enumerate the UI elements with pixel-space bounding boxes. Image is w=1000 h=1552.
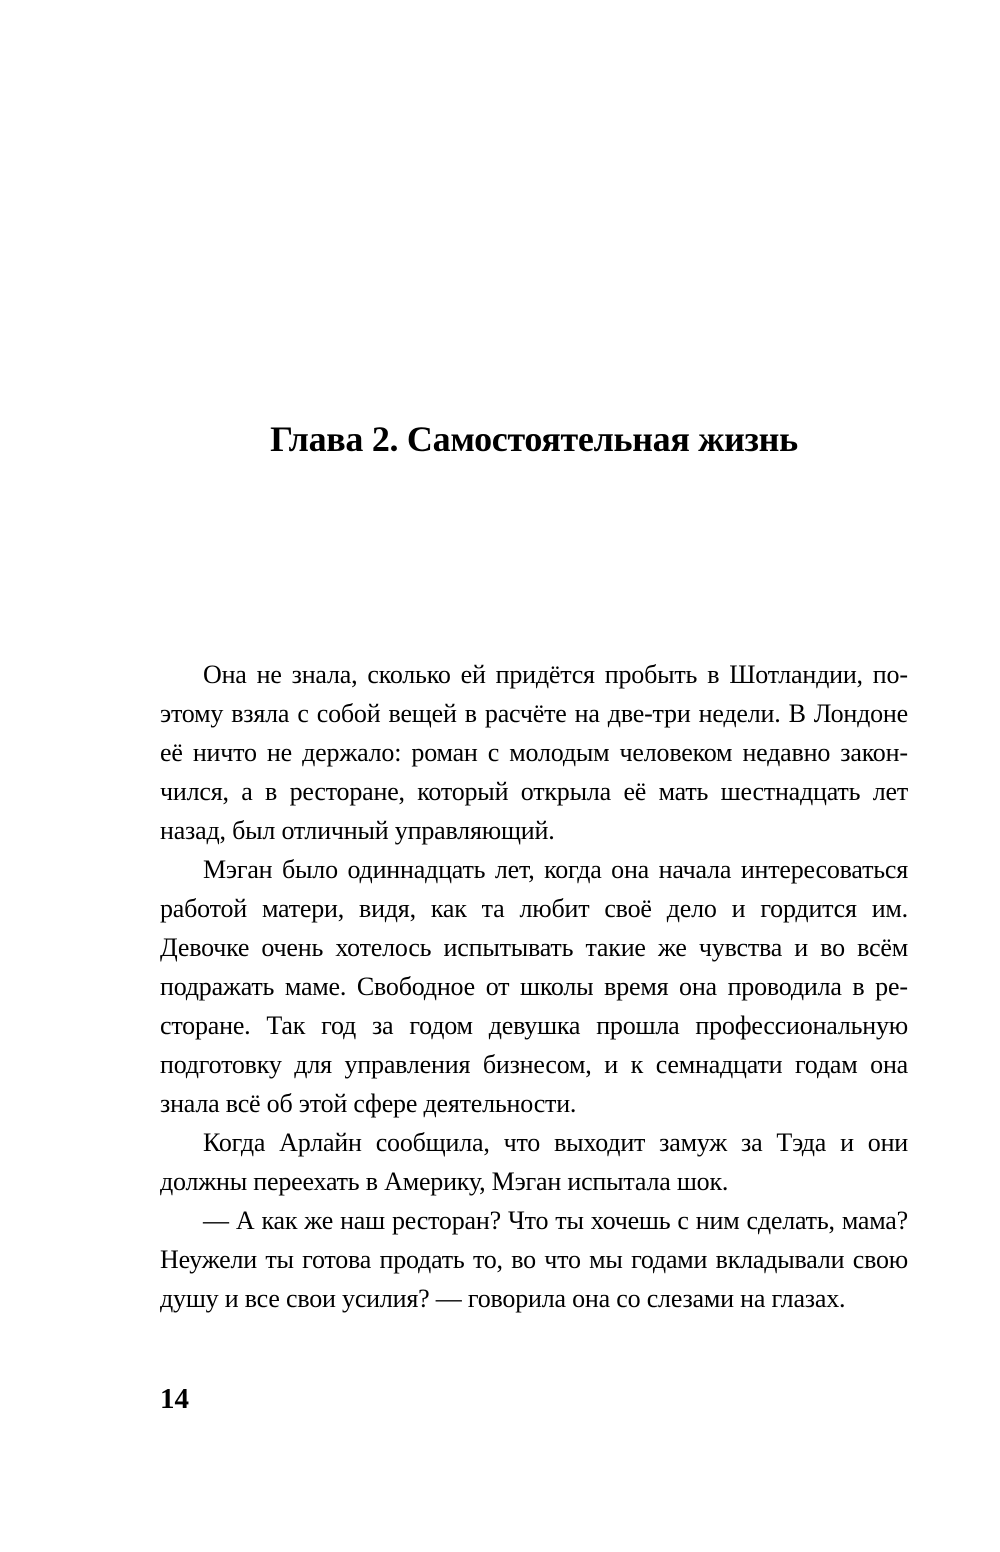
- body-text: [160, 655, 908, 1318]
- chapter-title: Глава 2. Самостоятельная жизнь: [270, 419, 798, 459]
- paragraph: — А как же наш ресторан? Что ты хочешь с ним сделать, мама? Неужели ты готова продать то, во что мы годами вкладывали свою душу и все свои усилия? — говорила она со слезами на глазах.: [160, 1206, 908, 1313]
- paragraph: Мэган было одиннадцать лет, когда она начала интересоваться работой матери, видя, как та любит своё дело и гордится им. Девочке очень хотелось испытывать такие же чувства и во всём подражать маме. Свободное от школы время она проводила в ресторане. Так год за годом девушка прошла профессиональную подготовку для управления бизнесом, и к семнадцати годам она знала всё об этой сфере деятельности.: [160, 855, 908, 1118]
- page-number: 14: [160, 1383, 189, 1415]
- paragraph: Когда Арлайн сообщила, что выходит замуж за Тэда и они должны переехать в Америку, Мэган испытала шок.: [160, 1128, 908, 1196]
- paragraph: Она не знала, сколько ей придётся пробыть в Шотландии, поэтому взяла с собой вещей в расчёте на две-три недели. В Лондоне её ничто не держало: роман с молодым человеком недавно закончился, а в ресторане, который открыла её мать шестнадцать лет назад, был отличный управляющий.: [160, 660, 908, 845]
